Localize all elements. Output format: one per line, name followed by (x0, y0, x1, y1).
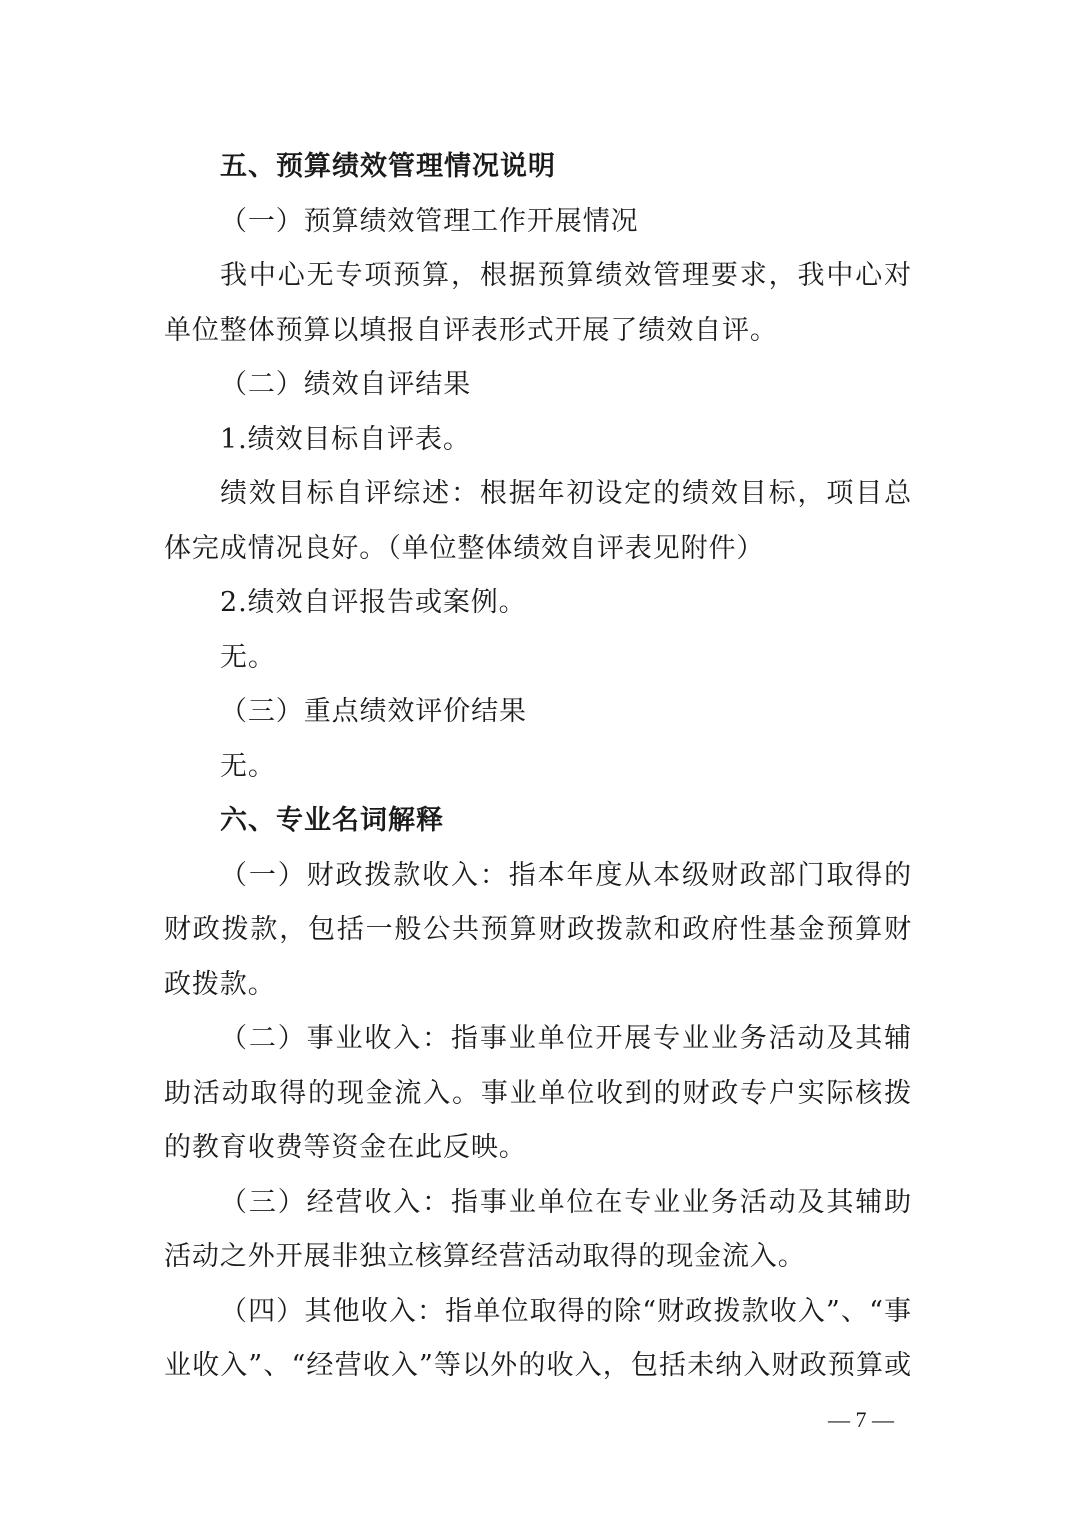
paragraph-line: 业收入”、“经营收入”等以外的收入，包括未纳入财政预算或 (164, 1350, 912, 1381)
paragraph-line: 政拨款。 (164, 968, 276, 1000)
paragraph-line: （一）财政拨款收入：指本年度从本级财政部门取得的 (220, 859, 912, 891)
paragraph-line: 体完成情况良好。（单位整体绩效自评表见附件） (164, 532, 765, 564)
paragraph-line: 助活动取得的现金流入。事业单位收到的财政专户实际核拨 (164, 1077, 912, 1109)
paragraph-line: （二）事业收入：指事业单位开展专业业务活动及其辅 (220, 1023, 912, 1054)
paragraph-line: （四）其他收入：指单位取得的除“财政拨款收入”、“事 (220, 1295, 912, 1327)
subsection-heading: （二）绩效自评结果 (220, 369, 472, 400)
paragraph-line: 2.绩效自评报告或案例。 (220, 587, 527, 618)
subsection-heading: （一）预算绩效管理工作开展情况 (220, 205, 639, 237)
paragraph-line: （三）经营收入：指事业单位在专业业务活动及其辅助 (220, 1186, 912, 1218)
paragraph-line: 的教育收费等资金在此反映。 (164, 1132, 527, 1163)
paragraph-line: 无。 (220, 750, 276, 782)
section-heading-glossary: 六、专业名词解释 (220, 805, 444, 836)
document-body (164, 140, 912, 1394)
paragraph-line: 财政拨款，包括一般公共预算财政拨款和政府性基金预算财 (164, 914, 912, 945)
paragraph-line: 无。 (220, 641, 276, 673)
paragraph-line: 1.绩效目标自评表。 (220, 423, 471, 455)
paragraph-line: 单位整体预算以填报自评表形式开展了绩效自评。 (164, 314, 778, 346)
paragraph-line: 活动之外开展非独立核算经营活动取得的现金流入。 (164, 1241, 806, 1272)
section-heading-budget-performance: 五、预算绩效管理情况说明 (220, 151, 556, 182)
paragraph-line: 绩效目标自评综述：根据年初设定的绩效目标，项目总 (220, 478, 912, 509)
page-number: — 7 — (828, 1407, 894, 1432)
subsection-heading: （三）重点绩效评价结果 (220, 696, 527, 727)
paragraph-line: 我中心无专项预算，根据预算绩效管理要求，我中心对 (220, 260, 912, 291)
